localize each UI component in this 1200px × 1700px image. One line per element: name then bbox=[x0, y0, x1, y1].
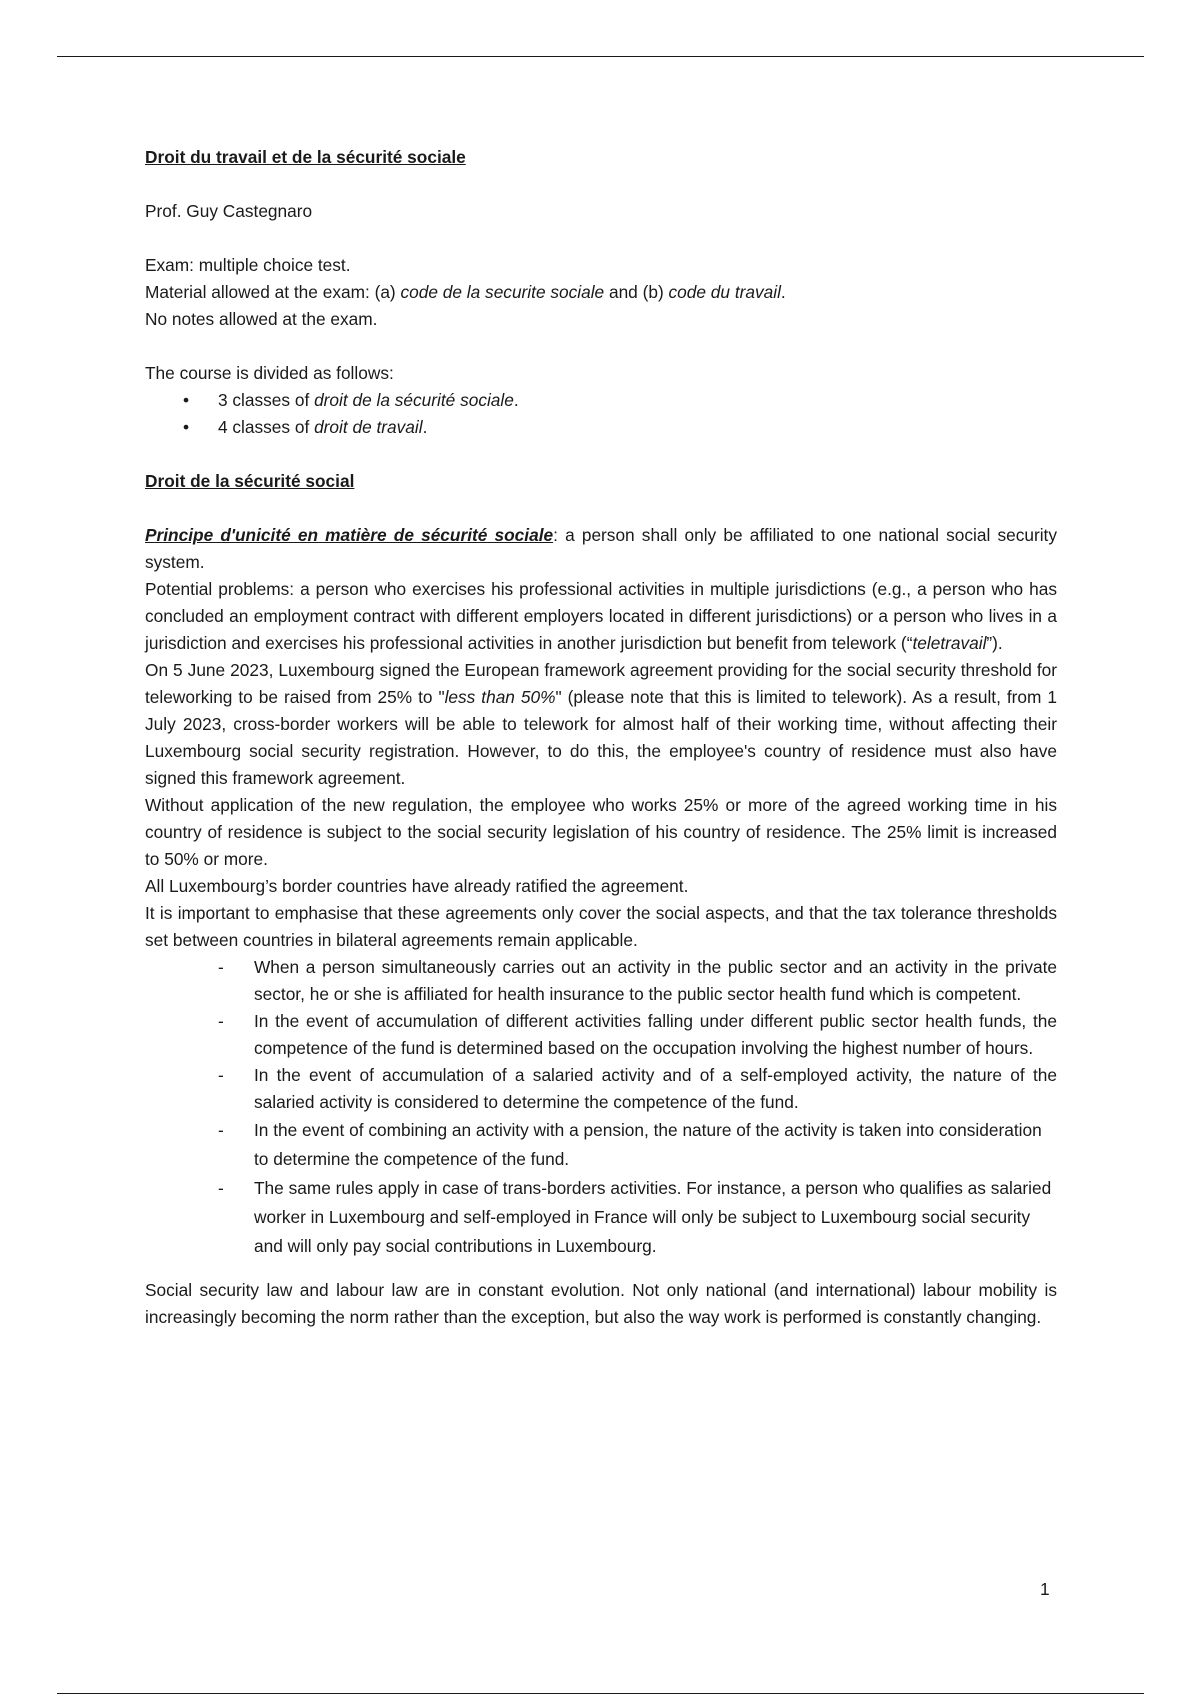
section-title: Droit de la sécurité social bbox=[145, 471, 355, 491]
rule-item: - The same rules apply in case of trans-borders activities. For instance, a person who qualifies as salaried worker in Luxembourg and self-employed in France will only be subject to Luxembourg social security and will only pay social contributions in Luxembourg. bbox=[145, 1174, 1057, 1261]
rule-item: - In the event of accumulation of a salaried activity and of a self-employed activity, the nature of the salaried activity is considered to determine the competence of the fund. bbox=[145, 1062, 1057, 1116]
june-text: On 5 June 2023, Luxembourg signed the European framework agreement providing for the social security threshold for teleworking to be raised from 25% to " bbox=[145, 660, 1057, 707]
material-allowed bbox=[145, 279, 1057, 306]
material-text-pre: Material allowed at the exam: (a) bbox=[145, 282, 401, 302]
problems-end: ”). bbox=[986, 633, 1003, 653]
page-number: 1 bbox=[1040, 1579, 1050, 1599]
ratified-paragraph: All Luxembourg’s border countries have already ratified the agreement. bbox=[145, 876, 689, 896]
without-paragraph: Without application of the new regulation, the employee who works 25% or more of the agreed working time in his country of residence is subject to the social security legislation of his country of residence. The 25% limit is increased to 50% or more. bbox=[145, 795, 1057, 869]
material-code-2: code du travail bbox=[668, 282, 781, 302]
professor-name: Prof. Guy Castegnaro bbox=[145, 201, 313, 221]
division-item-end: . bbox=[513, 390, 519, 410]
document-body bbox=[145, 144, 1057, 1331]
rule-item: - In the event of combining an activity with a pension, the nature of the activity is taken into consideration to determine the competence of the fund. bbox=[145, 1116, 1057, 1174]
material-code-1: code de la securite sociale bbox=[400, 282, 605, 302]
exam-format: Exam: multiple choice test. bbox=[145, 255, 351, 275]
problems-text: Potential problems: a person who exercises his professional activities in multiple jurisdictions (e.g., a person who has concluded an employment contract with different employers located in different jurisdictions) or a person who lives in a jurisdiction and exercises his professional activities in another jurisdiction but benefit from telework (“ bbox=[145, 579, 1057, 653]
division-item-text: 4 classes of bbox=[218, 417, 315, 437]
division-item bbox=[145, 414, 1057, 441]
june-end: " (please note that this is limited to telework). As a result, from 1 July 2023, cross-border workers will be able to telework for almost half of their working time, without affecting their Luxembourg social security registration. However, to do this, the employee's country of residence must also have signed this framework agreement. bbox=[145, 687, 1057, 788]
principle-term: Principe d'unicité en matière de sécurité sociale bbox=[145, 525, 554, 545]
material-text-post: . bbox=[780, 282, 786, 302]
principle-text: : a person shall only be affiliated to one national social security system. bbox=[145, 525, 1057, 572]
no-notes-line: No notes allowed at the exam. bbox=[145, 309, 378, 329]
rule-item: - In the event of accumulation of different activities falling under different public sector health funds, the competence of the fund is determined based on the occupation involving the highest number of hours. bbox=[145, 1008, 1057, 1062]
june-emphasis: less than 50% bbox=[444, 687, 556, 707]
emphasise-paragraph: It is important to emphasise that these agreements only cover the social aspects, and that the tax tolerance thresholds set between countries in bilateral agreements remain applicable. bbox=[145, 903, 1057, 950]
division-item-emphasis: droit de travail bbox=[314, 417, 423, 437]
closing-paragraph: Social security law and labour law are in constant evolution. Not only national (and international) labour mobility is increasingly becoming the norm rather than the exception, but also the way work is performed is constantly changing. bbox=[145, 1280, 1057, 1327]
rules-list bbox=[145, 954, 1057, 1261]
principle-paragraph bbox=[145, 522, 1057, 576]
division-item-text: 3 classes of bbox=[218, 390, 315, 410]
division-item-emphasis: droit de la sécurité sociale bbox=[314, 390, 514, 410]
division-item-end: . bbox=[422, 417, 428, 437]
material-text-mid: and (b) bbox=[604, 282, 669, 302]
header-rule bbox=[57, 56, 1144, 57]
division-item bbox=[145, 387, 1057, 414]
division-list bbox=[145, 387, 1057, 441]
division-intro: The course is divided as follows: bbox=[145, 363, 394, 383]
footer-rule bbox=[57, 1693, 1144, 1694]
document-title: Droit du travail et de la sécurité sociale bbox=[145, 147, 466, 167]
june-paragraph bbox=[145, 657, 1057, 792]
problems-paragraph bbox=[145, 576, 1057, 657]
problems-emphasis: teletravail bbox=[912, 633, 987, 653]
rule-item: - When a person simultaneously carries out an activity in the public sector and an activity in the private sector, he or she is affiliated for health insurance to the public sector health fund which is competent. bbox=[145, 954, 1057, 1008]
